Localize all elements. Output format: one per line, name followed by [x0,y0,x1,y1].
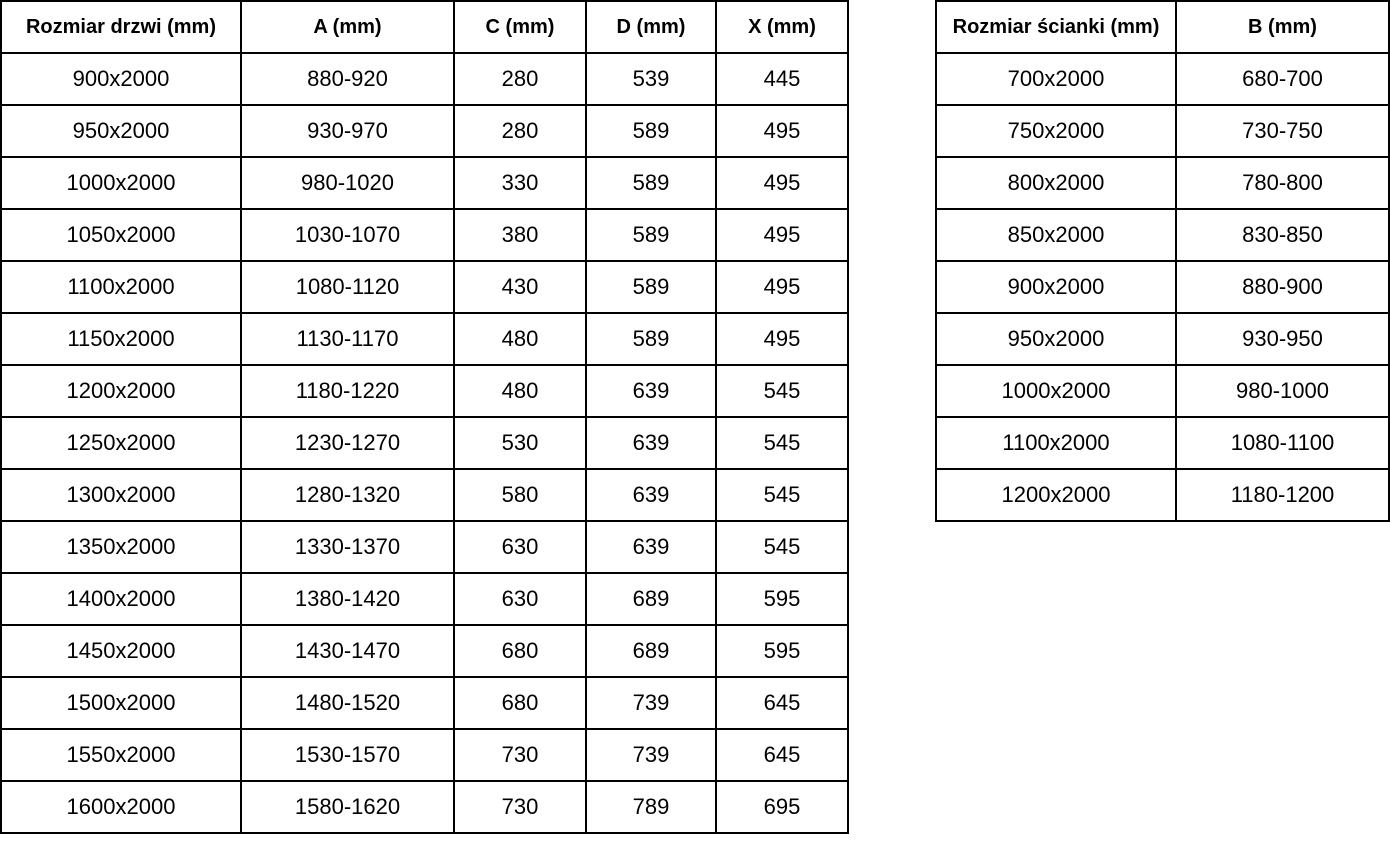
table-cell: 480 [454,313,586,365]
table-cell: 589 [586,261,716,313]
table-row [1,625,848,677]
table-cell: 430 [454,261,586,313]
table-row [936,417,1389,469]
table-cell: 545 [716,417,848,469]
table-cell: 280 [454,105,586,157]
table-cell: 539 [586,53,716,105]
column-header: A (mm) [241,1,454,53]
table-cell: 789 [586,781,716,833]
table-cell: 495 [716,157,848,209]
table-cell: 639 [586,469,716,521]
table-cell: 980-1000 [1176,365,1389,417]
table-cell: 630 [454,573,586,625]
table-cell: 1330-1370 [241,521,454,573]
table-cell: 700x2000 [936,53,1176,105]
column-header: X (mm) [716,1,848,53]
table-cell: 595 [716,625,848,677]
wall-table-header-row [936,1,1389,53]
table-cell: 1380-1420 [241,573,454,625]
table-cell: 1600x2000 [1,781,241,833]
table-cell: 589 [586,313,716,365]
table-cell: 645 [716,677,848,729]
table-cell: 1550x2000 [1,729,241,781]
table-row [936,313,1389,365]
table-cell: 1150x2000 [1,313,241,365]
table-cell: 480 [454,365,586,417]
table-cell: 950x2000 [936,313,1176,365]
table-cell: 580 [454,469,586,521]
table-cell: 680 [454,625,586,677]
table-row [1,53,848,105]
column-header: B (mm) [1176,1,1389,53]
table-cell: 730 [454,729,586,781]
table-cell: 1030-1070 [241,209,454,261]
table-cell: 695 [716,781,848,833]
table-cell: 1050x2000 [1,209,241,261]
table-row [1,781,848,833]
table-cell: 1530-1570 [241,729,454,781]
table-cell: 680 [454,677,586,729]
table-cell: 1130-1170 [241,313,454,365]
table-row [1,157,848,209]
table-row [1,729,848,781]
table-cell: 780-800 [1176,157,1389,209]
table-cell: 1500x2000 [1,677,241,729]
table-row [1,261,848,313]
table-cell: 330 [454,157,586,209]
table-cell: 280 [454,53,586,105]
table-cell: 495 [716,105,848,157]
table-cell: 739 [586,677,716,729]
table-cell: 1200x2000 [936,469,1176,521]
table-cell: 639 [586,521,716,573]
table-cell: 1400x2000 [1,573,241,625]
table-cell: 739 [586,729,716,781]
table-row [936,105,1389,157]
table-cell: 630 [454,521,586,573]
table-cell: 950x2000 [1,105,241,157]
table-cell: 1230-1270 [241,417,454,469]
table-row [936,53,1389,105]
table-cell: 380 [454,209,586,261]
table-cell: 1280-1320 [241,469,454,521]
table-row [1,521,848,573]
table-row [936,157,1389,209]
table-cell: 730 [454,781,586,833]
table-cell: 900x2000 [936,261,1176,313]
table-cell: 445 [716,53,848,105]
table-row [1,469,848,521]
table-cell: 1100x2000 [1,261,241,313]
table-row [1,573,848,625]
table-cell: 900x2000 [1,53,241,105]
table-cell: 495 [716,209,848,261]
table-cell: 830-850 [1176,209,1389,261]
table-cell: 1430-1470 [241,625,454,677]
table-cell: 589 [586,209,716,261]
table-row [936,365,1389,417]
table-cell: 1450x2000 [1,625,241,677]
column-header: D (mm) [586,1,716,53]
table-cell: 639 [586,417,716,469]
table-row [1,365,848,417]
table-cell: 1180-1200 [1176,469,1389,521]
table-cell: 980-1020 [241,157,454,209]
table-cell: 730-750 [1176,105,1389,157]
table-row [936,469,1389,521]
table-cell: 589 [586,105,716,157]
doors-table-header-row [1,1,848,53]
table-cell: 495 [716,313,848,365]
table-cell: 1480-1520 [241,677,454,729]
table-row [1,209,848,261]
table-cell: 1100x2000 [936,417,1176,469]
table-cell: 1000x2000 [936,365,1176,417]
table-cell: 1080-1120 [241,261,454,313]
wall-size-table [935,0,1390,522]
table-cell: 1000x2000 [1,157,241,209]
table-cell: 639 [586,365,716,417]
table-cell: 1300x2000 [1,469,241,521]
table-cell: 850x2000 [936,209,1176,261]
table-cell: 1250x2000 [1,417,241,469]
table-cell: 1180-1220 [241,365,454,417]
table-cell: 750x2000 [936,105,1176,157]
table-cell: 595 [716,573,848,625]
table-row [1,417,848,469]
column-header: C (mm) [454,1,586,53]
table-row [936,209,1389,261]
table-cell: 689 [586,573,716,625]
column-header: Rozmiar drzwi (mm) [1,1,241,53]
table-cell: 930-950 [1176,313,1389,365]
table-cell: 930-970 [241,105,454,157]
table-cell: 530 [454,417,586,469]
table-cell: 880-900 [1176,261,1389,313]
table-cell: 680-700 [1176,53,1389,105]
table-cell: 545 [716,365,848,417]
table-cell: 495 [716,261,848,313]
table-row [1,313,848,365]
table-cell: 800x2000 [936,157,1176,209]
table-row [1,105,848,157]
table-cell: 545 [716,521,848,573]
table-cell: 589 [586,157,716,209]
table-cell: 1200x2000 [1,365,241,417]
table-cell: 880-920 [241,53,454,105]
table-cell: 689 [586,625,716,677]
table-cell: 1350x2000 [1,521,241,573]
table-cell: 1580-1620 [241,781,454,833]
column-header: Rozmiar ścianki (mm) [936,1,1176,53]
table-row [1,677,848,729]
table-cell: 645 [716,729,848,781]
table-row [936,261,1389,313]
table-cell: 1080-1100 [1176,417,1389,469]
table-cell: 545 [716,469,848,521]
